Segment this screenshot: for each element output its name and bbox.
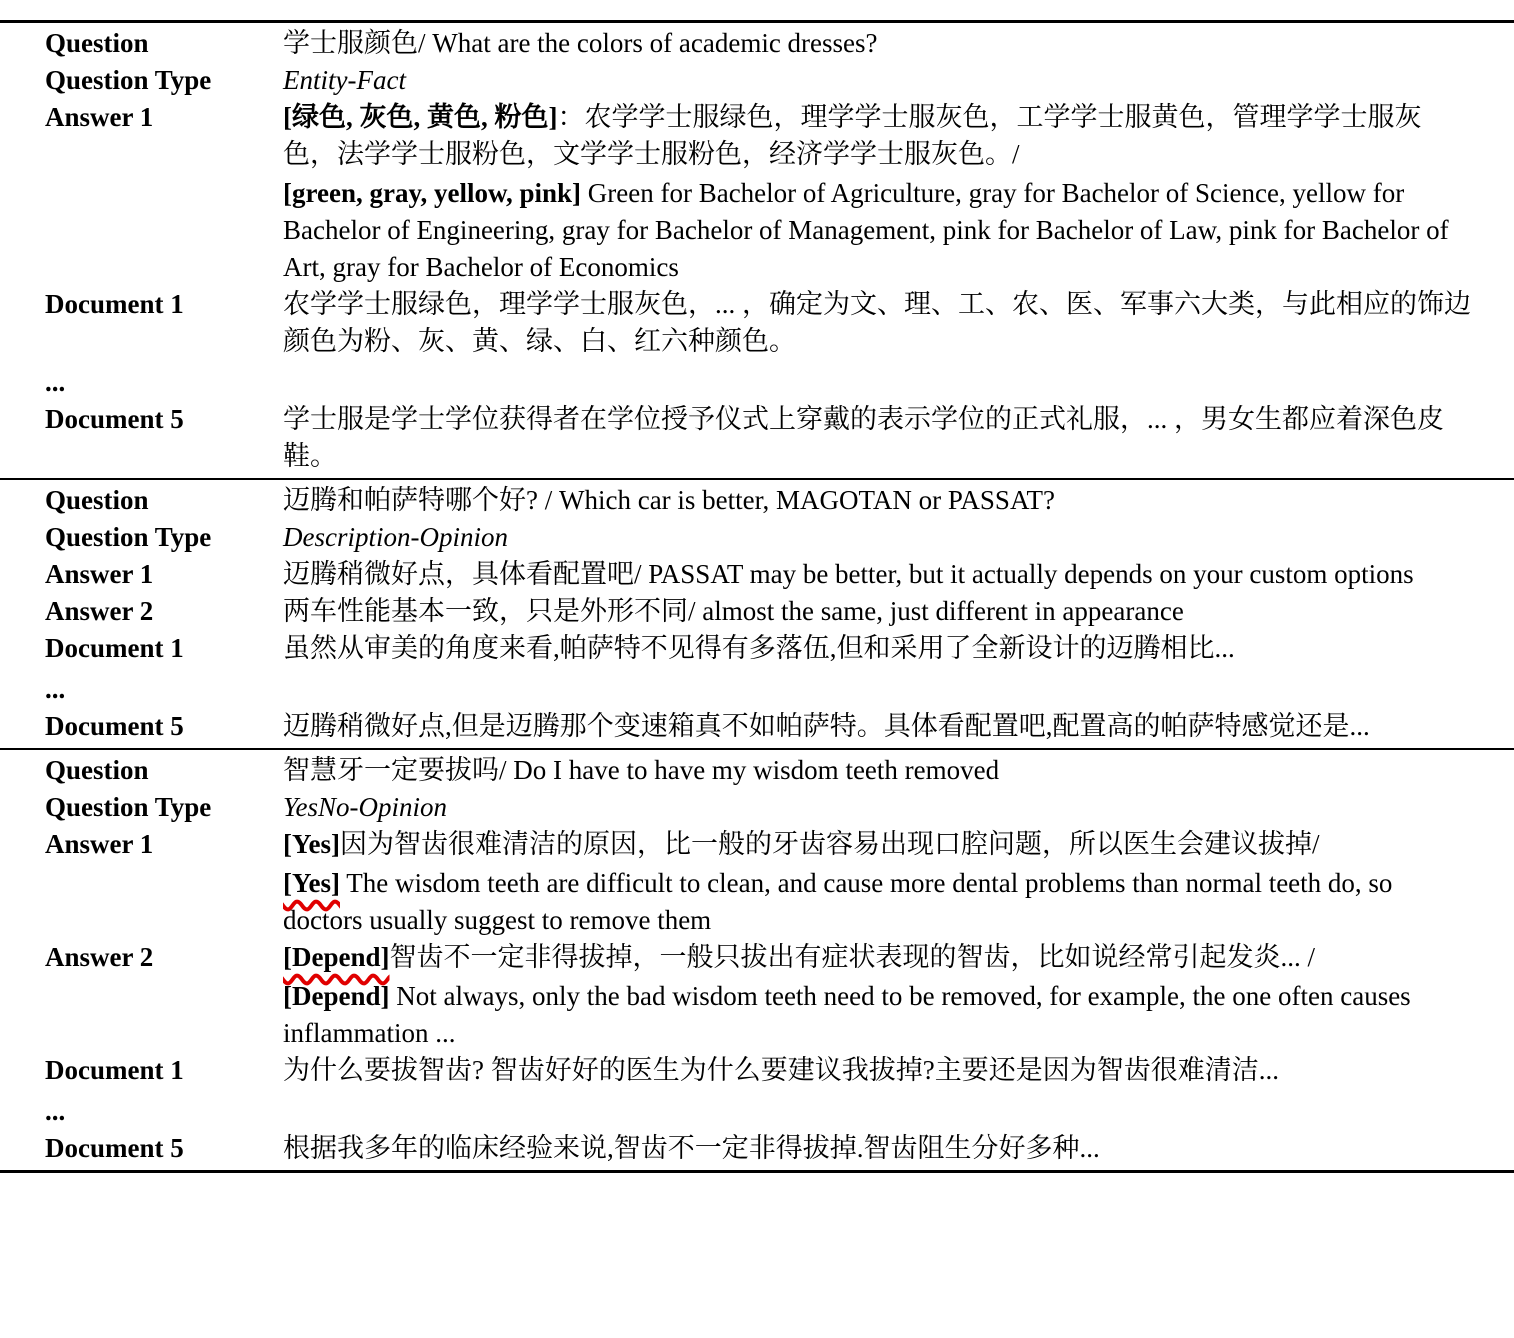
question-type-label: Question Type [45, 65, 212, 95]
question-label: Question [45, 485, 149, 515]
document-1-label: Document 1 [45, 633, 184, 663]
answer-1-text [283, 99, 1514, 286]
answer-2-text: 两车性能基本一致，只是外形不同/ almost the same, just different in appearance [283, 596, 1184, 626]
ellipsis-label: ... [45, 1096, 66, 1126]
answer-zh-body: 因为智齿很难清洁的原因，比一般的牙齿容易出现口腔问题，所以医生会建议拔掉/ [339, 829, 1320, 859]
document-5-label: Document 5 [45, 711, 184, 741]
question-type-text: YesNo-Opinion [283, 792, 448, 822]
row-document-1 [0, 286, 1514, 360]
answer-2-label: Answer 2 [45, 942, 154, 972]
answer-1-zh-paragraph [283, 826, 1472, 863]
document-5-text: 根据我多年的临床经验来说,智齿不一定非得拔掉.智齿阻生分好多种... [283, 1133, 1100, 1163]
row-question-type [0, 62, 1514, 99]
answer-1-en-paragraph [283, 865, 1472, 939]
answer-2-zh-paragraph [283, 939, 1472, 976]
row-document-1 [0, 1052, 1514, 1089]
example-section-2 [0, 480, 1514, 750]
row-question [0, 482, 1514, 519]
question-text: 智慧牙一定要拔吗/ Do I have to have my wisdom teeth removed [283, 755, 1000, 785]
question-text: 学士服颜色/ What are the colors of academic dresses? [283, 28, 878, 58]
answer-1-zh-paragraph [283, 99, 1472, 173]
row-question-type [0, 519, 1514, 556]
document-5-text: 迈腾稍微好点,但是迈腾那个变速箱真不如帕萨特。具体看配置吧,配置高的帕萨特感觉还是... [283, 711, 1370, 741]
row-ellipsis [0, 364, 1514, 401]
question-text: 迈腾和帕萨特哪个好? / Which car is better, MAGOTAN or PASSAT? [283, 485, 1055, 515]
document-1-text: 虽然从审美的角度来看,帕萨特不见得有多落伍,但和采用了全新设计的迈腾相比... [283, 633, 1235, 663]
answer-1-label: Answer 1 [45, 829, 154, 859]
answer-zh-body: 智齿不一定非得拔掉，一般只拔出有症状表现的智齿，比如说经常引起发炎... / [389, 942, 1315, 972]
document-5-label: Document 5 [45, 1133, 184, 1163]
document-5-text: 学士服是学士学位获得者在学位授予仪式上穿戴的表示学位的正式礼服，... ，男女生都应着深色皮鞋。 [283, 404, 1444, 471]
answer-1-label: Answer 1 [45, 559, 154, 589]
question-label: Question [45, 755, 149, 785]
row-document-5 [0, 708, 1514, 745]
row-ellipsis [0, 671, 1514, 708]
row-question [0, 752, 1514, 789]
document-5-label: Document 5 [45, 404, 184, 434]
row-answer-2 [0, 939, 1514, 1052]
row-ellipsis [0, 1093, 1514, 1130]
row-answer-1 [0, 99, 1514, 286]
example-section-1 [0, 23, 1514, 480]
question-type-text: Description-Opinion [283, 522, 508, 552]
answer-2-en-paragraph [283, 978, 1472, 1052]
depend-tag-en: [Depend] [283, 981, 390, 1011]
row-question [0, 25, 1514, 62]
answer-tag-en: [green, gray, yellow, pink] [283, 178, 582, 208]
depend-tag-red-underline: [Depend] [283, 942, 390, 972]
row-answer-1 [0, 556, 1514, 593]
answer-en-body: Not always, only the bad wisdom teeth need to be removed, for example, the one often causes inflammation ... [283, 981, 1411, 1048]
answer-2-text [283, 939, 1514, 1052]
question-type-label: Question Type [45, 522, 212, 552]
answer-1-en-paragraph [283, 175, 1472, 286]
ellipsis-label: ... [45, 367, 66, 397]
answer-1-text [283, 826, 1514, 939]
document-1-text: 农学学士服绿色，理学学士服灰色，... ，确定为文、理、工、农、医、军事六大类，与此相应的饰边颜色为粉、灰、黄、绿、白、红六种颜色。 [283, 289, 1471, 356]
row-answer-1 [0, 826, 1514, 939]
answer-1-label: Answer 1 [45, 102, 154, 132]
ellipsis-label: ... [45, 674, 66, 704]
document-1-text: 为什么要拔智齿? 智齿好好的医生为什么要建议我拔掉?主要还是因为智齿很难清洁... [283, 1055, 1279, 1085]
answer-en-body: Green for Bachelor of Agriculture, gray for Bachelor of Science, yellow for Bachelor of Engineering, gray for Bachelor of Management, pink for Bachelor of Law, pink for Bachelor of Art, gray for Bachelor of Economics [283, 178, 1449, 282]
yes-tag-red-underline: [Yes] [283, 868, 340, 898]
row-document-5 [0, 1130, 1514, 1167]
row-question-type [0, 789, 1514, 826]
question-type-text: Entity-Fact [283, 65, 406, 95]
answer-2-label: Answer 2 [45, 596, 154, 626]
document-1-label: Document 1 [45, 289, 184, 319]
question-label: Question [45, 28, 149, 58]
row-document-1 [0, 630, 1514, 667]
answer-en-body: The wisdom teeth are difficult to clean, and cause more dental problems than normal teeth do, so doctors usually suggest to remove them [283, 868, 1393, 935]
row-document-5 [0, 401, 1514, 475]
document-1-label: Document 1 [45, 1055, 184, 1085]
answer-tag-zh: [绿色, 灰色, 黄色, 粉色] [283, 102, 558, 132]
example-section-3 [0, 750, 1514, 1170]
yes-tag-zh: [Yes] [283, 829, 340, 859]
answer-1-text: 迈腾稍微好点，具体看配置吧/ PASSAT may be better, but it actually depends on your custom options [283, 559, 1414, 589]
row-answer-2 [0, 593, 1514, 630]
answer-zh-body: ：农学学士服绿色，理学学士服灰色，工学学士服黄色，管理学学士服灰色，法学学士服粉色，文学学士服粉色，经济学学士服灰色。/ [283, 102, 1422, 169]
qa-examples-table [0, 20, 1514, 1173]
question-type-label: Question Type [45, 792, 212, 822]
